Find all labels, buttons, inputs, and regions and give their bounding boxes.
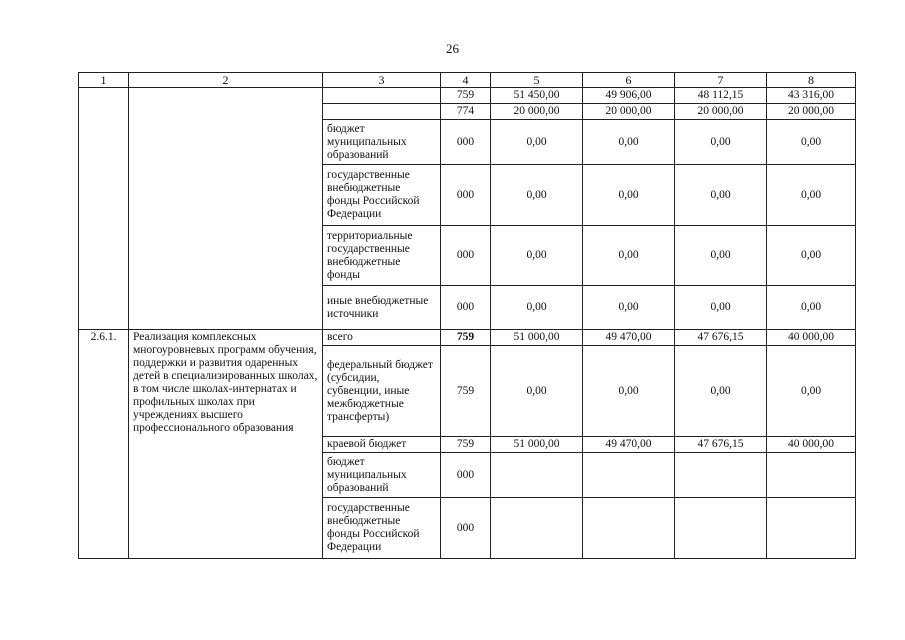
source-cell bbox=[323, 88, 441, 104]
source-cell: бюджет муниципальных образований bbox=[323, 120, 441, 165]
value-cell: 0,00 bbox=[491, 120, 583, 165]
value-cell bbox=[767, 453, 856, 498]
code-cell: 000 bbox=[441, 165, 491, 226]
code-cell: 000 bbox=[441, 120, 491, 165]
value-cell: 40 000,00 bbox=[767, 330, 856, 346]
source-cell: государственные внебюджетные фонды Российской Федерации bbox=[323, 165, 441, 226]
code-cell: 000 bbox=[441, 453, 491, 498]
value-cell: 0,00 bbox=[491, 346, 583, 437]
header-cell: 1 bbox=[79, 73, 129, 88]
header-cell: 7 bbox=[675, 73, 767, 88]
source-cell bbox=[323, 104, 441, 120]
table-row bbox=[79, 330, 856, 346]
value-cell: 0,00 bbox=[583, 346, 675, 437]
value-cell bbox=[491, 453, 583, 498]
value-cell: 0,00 bbox=[675, 226, 767, 286]
value-cell: 51 000,00 bbox=[491, 330, 583, 346]
section-number: 2.6.1. bbox=[79, 330, 129, 559]
table-row bbox=[79, 88, 856, 104]
value-cell: 0,00 bbox=[583, 120, 675, 165]
value-cell: 20 000,00 bbox=[675, 104, 767, 120]
source-cell: федеральный бюджет (субсидии, субвенции, иные межбюджетные трансферты) bbox=[323, 346, 441, 437]
value-cell: 0,00 bbox=[767, 286, 856, 330]
header-cell: 6 bbox=[583, 73, 675, 88]
name-cell bbox=[129, 88, 323, 330]
source-cell: иные внебюджетные источники bbox=[323, 286, 441, 330]
value-cell: 51 000,00 bbox=[491, 437, 583, 453]
value-cell: 0,00 bbox=[675, 286, 767, 330]
value-cell: 47 676,15 bbox=[675, 437, 767, 453]
number-cell bbox=[79, 88, 129, 330]
header-cell: 8 bbox=[767, 73, 856, 88]
code-cell: 000 bbox=[441, 498, 491, 559]
value-cell: 20 000,00 bbox=[491, 104, 583, 120]
value-cell bbox=[675, 498, 767, 559]
value-cell bbox=[491, 498, 583, 559]
value-cell: 0,00 bbox=[583, 165, 675, 226]
code-cell: 759 bbox=[441, 346, 491, 437]
value-cell: 0,00 bbox=[767, 346, 856, 437]
value-cell: 0,00 bbox=[491, 226, 583, 286]
value-cell: 0,00 bbox=[767, 120, 856, 165]
value-cell: 51 450,00 bbox=[491, 88, 583, 104]
value-cell: 0,00 bbox=[491, 286, 583, 330]
source-cell: всего bbox=[323, 330, 441, 346]
source-cell: краевой бюджет bbox=[323, 437, 441, 453]
value-cell: 0,00 bbox=[491, 165, 583, 226]
source-cell: государственные внебюджетные фонды Российской Федерации bbox=[323, 498, 441, 559]
value-cell: 0,00 bbox=[675, 165, 767, 226]
value-cell: 43 316,00 bbox=[767, 88, 856, 104]
value-cell: 20 000,00 bbox=[767, 104, 856, 120]
value-cell: 49 470,00 bbox=[583, 437, 675, 453]
value-cell: 0,00 bbox=[583, 226, 675, 286]
code-cell: 759 bbox=[441, 330, 491, 346]
code-cell: 774 bbox=[441, 104, 491, 120]
code-cell: 759 bbox=[441, 88, 491, 104]
value-cell: 0,00 bbox=[675, 346, 767, 437]
value-cell: 40 000,00 bbox=[767, 437, 856, 453]
code-cell: 759 bbox=[441, 437, 491, 453]
code-cell: 000 bbox=[441, 226, 491, 286]
value-cell: 0,00 bbox=[767, 165, 856, 226]
value-cell: 49 906,00 bbox=[583, 88, 675, 104]
value-cell bbox=[583, 498, 675, 559]
header-cell: 3 bbox=[323, 73, 441, 88]
value-cell: 48 112,15 bbox=[675, 88, 767, 104]
value-cell: 0,00 bbox=[767, 226, 856, 286]
value-cell: 47 676,15 bbox=[675, 330, 767, 346]
section-name: Реализация комплексных многоуровневых программ обучения, поддержки и развития одаренных детей в специализированных школах, в том числе школах-интернатах и профильных школах при учреждениях высшего профессионального образования bbox=[129, 330, 323, 559]
header-cell: 4 bbox=[441, 73, 491, 88]
source-cell: территориальные государственные внебюджетные фонды bbox=[323, 226, 441, 286]
value-cell: 0,00 bbox=[675, 120, 767, 165]
value-cell: 49 470,00 bbox=[583, 330, 675, 346]
value-cell: 20 000,00 bbox=[583, 104, 675, 120]
page-number: 26 bbox=[446, 41, 459, 56]
value-cell: 0,00 bbox=[583, 286, 675, 330]
code-cell: 000 bbox=[441, 286, 491, 330]
value-cell bbox=[767, 498, 856, 559]
value-cell bbox=[583, 453, 675, 498]
header-cell: 5 bbox=[491, 73, 583, 88]
budget-table bbox=[78, 72, 856, 559]
value-cell bbox=[675, 453, 767, 498]
header-cell: 2 bbox=[129, 73, 323, 88]
header-row bbox=[79, 73, 856, 88]
source-cell: бюджет муниципальных образований bbox=[323, 453, 441, 498]
